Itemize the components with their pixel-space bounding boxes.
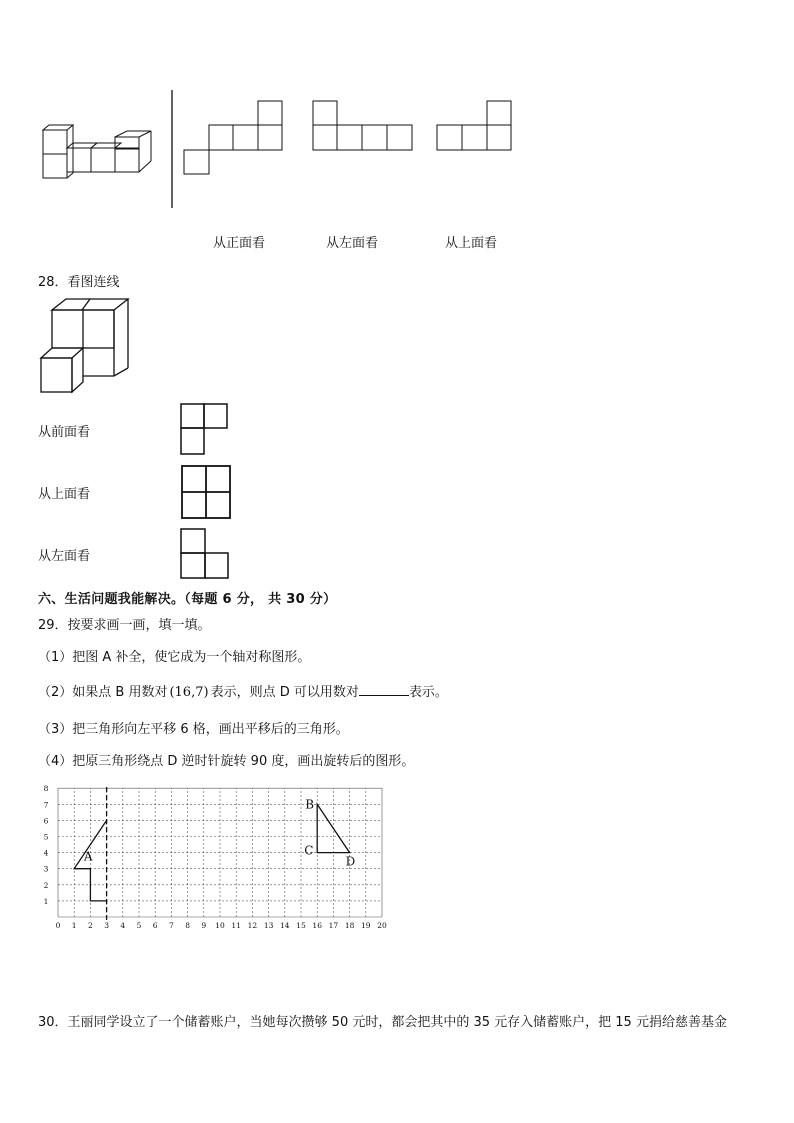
q28-solid-figure (38, 296, 138, 396)
q29-item-2-end: 表示。 (408, 685, 448, 700)
q29-item-1: （1）把图 A 补全，使它成为一个轴对称图形。 (38, 650, 311, 665)
coordinate-grid (38, 782, 388, 932)
q28-label-left: 从左面看 (38, 549, 91, 564)
point-d-label: D (345, 854, 356, 869)
y-tick-label: 7 (43, 800, 49, 810)
q28-view-shape-2 (180, 464, 240, 524)
q30-text: 30．王丽同学设立了一个储蓄账户，当她每次攒够 50 元时，都会把其中的 35 元存入储蓄账户，把 15 元捐给慈善基金 (38, 1015, 727, 1030)
q28-label-top: 从上面看 (38, 487, 91, 502)
x-tick-label: 14 (280, 921, 290, 930)
q28-view-shape-3 (179, 527, 239, 587)
q29-item-4: （4）把原三角形绕点 D 逆时针旋转 90 度，画出旋转后的图形。 (38, 754, 415, 769)
point-c-label: C (304, 843, 314, 858)
x-tick-label: 2 (88, 921, 93, 930)
x-tick-label: 6 (152, 921, 158, 930)
x-tick-label: 15 (296, 921, 306, 930)
view-label-top: 从上面看 (445, 236, 498, 251)
x-tick-label: 11 (231, 921, 241, 930)
x-tick-label: 0 (55, 921, 61, 930)
x-tick-label: 16 (312, 921, 322, 930)
y-tick-label: 3 (43, 864, 49, 874)
x-tick-label: 10 (215, 921, 225, 930)
answer-blank[interactable] (359, 683, 409, 696)
x-tick-label: 12 (247, 921, 258, 930)
q29-item-2 (38, 681, 448, 700)
cube-solid-figure (40, 125, 160, 185)
x-tick-label: 3 (104, 921, 109, 930)
x-tick-label: 4 (120, 921, 126, 930)
q29-title: 29．按要求画一画，填一填。 (38, 618, 211, 633)
x-tick-label: 20 (377, 921, 387, 930)
q28-view-shape-1 (179, 402, 239, 462)
top-view-grid (436, 100, 526, 160)
x-tick-label: 5 (136, 921, 142, 930)
x-tick-label: 7 (169, 921, 174, 930)
y-tick-label: 8 (43, 784, 49, 794)
q29-item-2-start: （2）如果点 B 用数对 (38, 685, 168, 700)
figure-a-label: A (83, 849, 93, 864)
x-tick-label: 9 (201, 921, 207, 930)
x-tick-label: 8 (185, 921, 190, 930)
divider-line (170, 90, 174, 210)
y-tick-label: 1 (43, 896, 49, 906)
y-tick-label: 6 (43, 816, 49, 826)
section-6-heading: 六、生活问题我能解决。（每题 6 分， 共 30 分） (38, 592, 337, 607)
q28-label-front: 从前面看 (38, 425, 91, 440)
q28-title: 28．看图连线 (38, 275, 120, 290)
left-view-grid (312, 100, 422, 160)
x-tick-label: 18 (344, 921, 355, 930)
q29-item-2-pair: (16,7) (169, 685, 209, 700)
q29-item-3: （3）把三角形向左平移 6 格，画出平移后的三角形。 (38, 722, 349, 737)
x-tick-label: 17 (328, 921, 339, 930)
view-label-left: 从左面看 (326, 236, 379, 251)
y-tick-label: 4 (43, 848, 49, 858)
view-label-front: 从正面看 (213, 236, 266, 251)
x-tick-label: 13 (263, 921, 274, 930)
y-tick-label: 2 (43, 880, 49, 890)
y-tick-label: 5 (43, 832, 49, 842)
front-view-grid (183, 100, 293, 180)
x-tick-label: 19 (361, 921, 371, 930)
q29-item-2-mid: 表示，则点 D 可以用数对 (210, 685, 359, 700)
point-b-label: B (305, 797, 315, 812)
x-tick-label: 1 (71, 921, 77, 930)
